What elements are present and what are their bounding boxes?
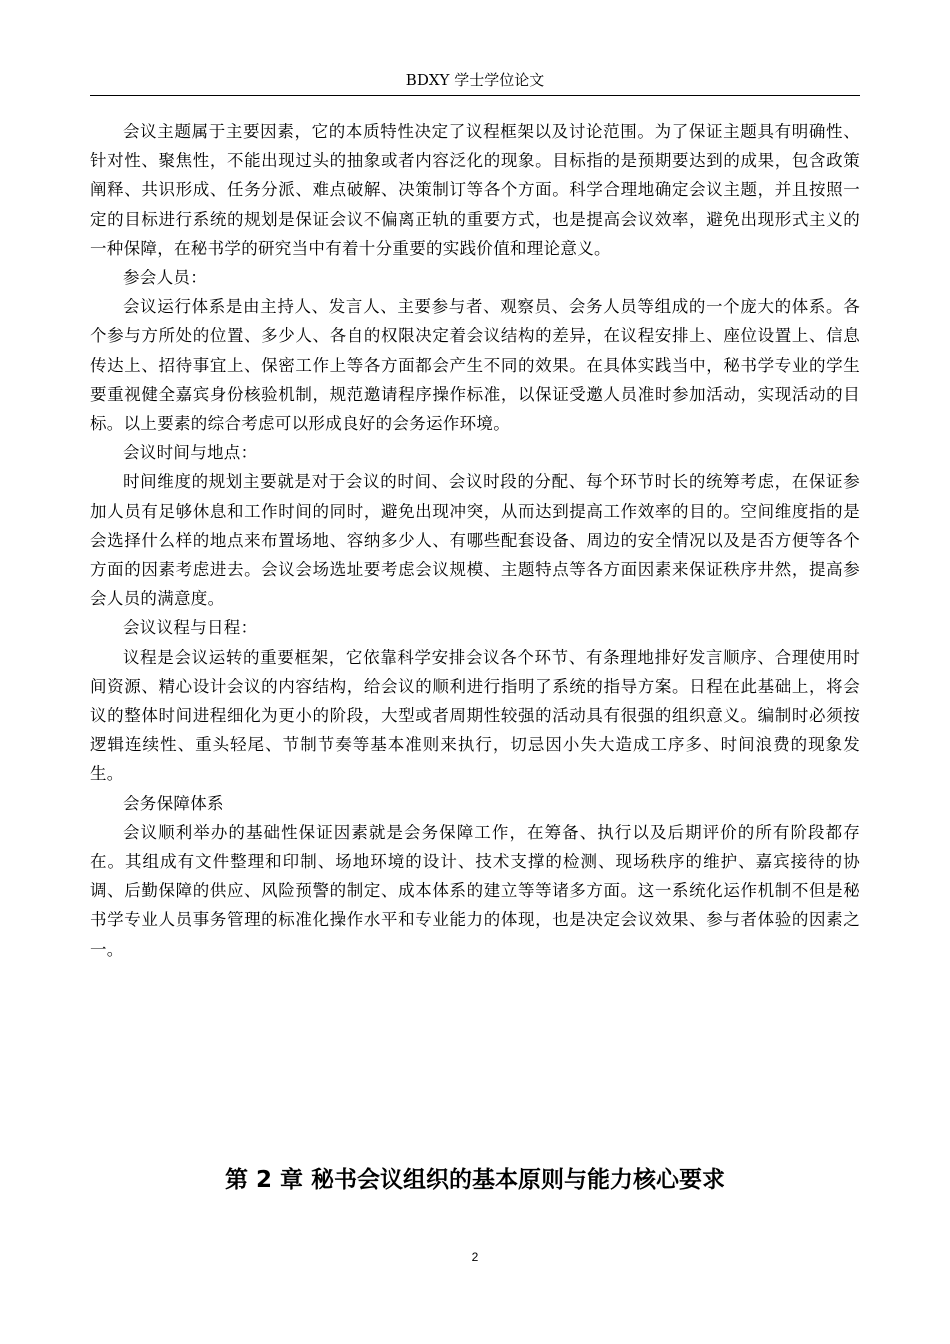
chapter-heading: 第 2 章 秘书会议组织的基本原则与能力核心要求 xyxy=(224,1167,726,1193)
paragraph-meeting-theme: 会议主题属于主要因素，它的本质特性决定了议程框架以及讨论范围。为了保证主题具有明确性、针对性、聚焦性，不能出现过头的抽象或者内容泛化的现象。目标指的是预期要达到的成果，包含政策阐释、共识形成、任务分派、难点破解、决策制订等各个方面。科学合理地确定会议主题，并且按照一定的目标进行系统的规划是保证会议不偏离正轨的重要方式，也是提高会议效率，避免出现形式主义的一种保障，在秘书学的研究当中有着十分重要的实践价值和理论意义。 xyxy=(90,122,860,258)
subheading-agenda-and-schedule: 会议议程与日程： xyxy=(123,618,258,638)
paragraph-participants: 会议运行体系是由主持人、发言人、主要参与者、观察员、会务人员等组成的一个庞大的体系。各个参与方所处的位置、多少人、各自的权限决定着会议结构的差异，在议程安排上、座位设置上、信息传达上、招待事宜上、保密工作上等各方面都会产生不同的效果。在具体实践当中，秘书学专业的学生要重视健全嘉宾身份核验机制，规范邀请程序操作标准，以保证受邀人员准时参加活动，实现活动的目标。以上要素的综合考虑可以形成良好的会务运作环境。 xyxy=(90,297,860,434)
paragraph-support-system: 会议顺利举办的基础性保证因素就是会务保障工作，在筹备、执行以及后期评价的所有阶段都存在。其组成有文件整理和印制、场地环境的设计、技术支撑的检测、现场秩序的维护、嘉宾接待的协调、后勤保障的供应、风险预警的制定、成本体系的建立等等诸多方面。这一系统化运作机制不但是秘书学专业人员事务管理的标准化操作水平和专业能力的体现，也是决定会议效果、参与者体验的因素之一。 xyxy=(90,822,860,959)
body-text xyxy=(90,117,860,964)
subheading-support-system: 会务保障体系 xyxy=(123,793,224,813)
page-number: 2 xyxy=(471,1250,479,1264)
paragraph-time-and-venue: 时间维度的规划主要就是对于会议的时间、会议时段的分配、每个环节时长的统筹考虑，在保证参加人员有足够休息和工作时间的同时，避免出现冲突，从而达到提高工作效率的目的。空间维度指的是会选择什么样的地点来布置场地、容纳多少人、有哪些配套设备、周边的安全情况以及是否方便等各个方面的因素考虑进去。会议会场选址要考虑会议规模、主题特点等各方面因素来保证秩序井然，提高参会人员的满意度。 xyxy=(90,472,860,609)
header-divider xyxy=(90,95,860,96)
subheading-time-and-venue: 会议时间与地点： xyxy=(123,443,258,463)
paragraph-agenda-and-schedule: 议程是会议运转的重要框架，它依靠科学安排会议各个环节、有条理地排好发言顺序、合理使用时间资源、精心设计会议的内容结构，给会议的顺利进行指明了系统的指导方案。日程在此基础上，将会议的整体时间进程细化为更小的阶段，大型或者周期性较强的活动具有很强的组织意义。编制时必须按逻辑连续性、重头轻尾、节制节奏等基本准则来执行，切忌因小失大造成工序多、时间浪费的现象发生。 xyxy=(90,647,860,784)
running-header: BDXY 学士学位论文 xyxy=(405,71,545,89)
subheading-participants: 参会人员： xyxy=(123,268,207,288)
